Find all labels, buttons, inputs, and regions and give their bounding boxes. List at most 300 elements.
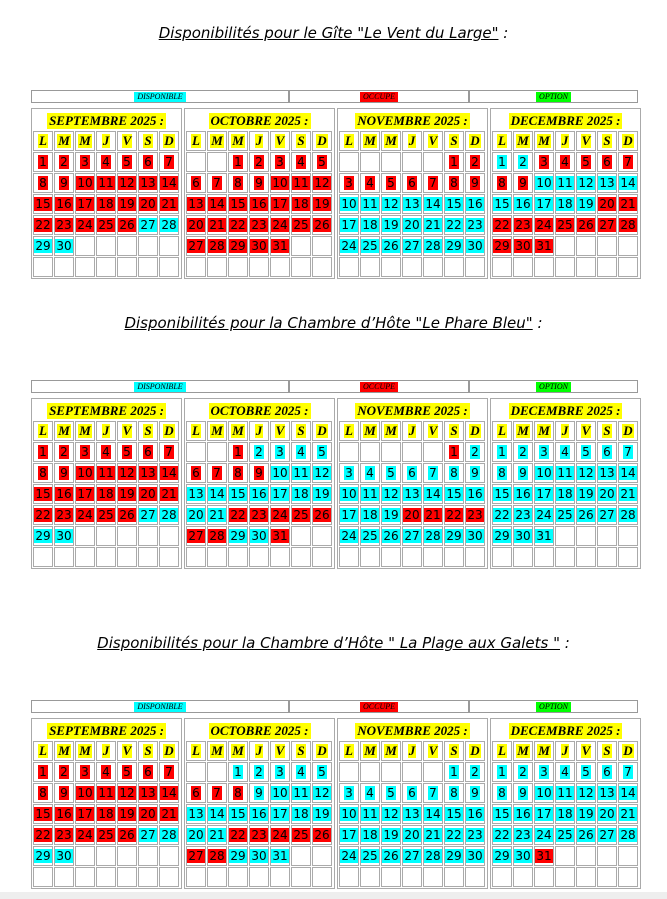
day-cell-available[interactable] (138, 825, 158, 845)
day-cell-available[interactable] (492, 505, 512, 525)
day-cell-available[interactable] (312, 783, 332, 803)
day-cell-occupied[interactable] (444, 442, 464, 462)
day-cell-available[interactable] (576, 783, 596, 803)
day-cell-available[interactable] (534, 825, 554, 845)
day-cell-occupied[interactable] (291, 825, 311, 845)
day-cell-occupied[interactable] (96, 152, 116, 172)
day-cell-available[interactable] (444, 236, 464, 256)
day-cell-occupied[interactable] (618, 194, 638, 214)
day-cell-available[interactable] (249, 846, 269, 866)
day-cell-available[interactable] (513, 442, 533, 462)
day-cell-available[interactable] (465, 463, 485, 483)
day-cell-available[interactable] (339, 236, 359, 256)
day-cell-occupied[interactable] (402, 505, 422, 525)
day-cell-available[interactable] (618, 505, 638, 525)
day-cell-occupied[interactable] (249, 505, 269, 525)
day-cell-occupied[interactable] (159, 442, 179, 462)
day-cell-available[interactable] (465, 484, 485, 504)
day-cell-available[interactable] (534, 762, 554, 782)
day-cell-occupied[interactable] (228, 825, 248, 845)
day-cell-occupied[interactable] (513, 173, 533, 193)
day-cell-available[interactable] (360, 463, 380, 483)
day-cell-occupied[interactable] (186, 173, 206, 193)
day-cell-available[interactable] (186, 484, 206, 504)
day-cell-occupied[interactable] (117, 152, 137, 172)
day-cell-available[interactable] (33, 526, 53, 546)
day-cell-available[interactable] (207, 484, 227, 504)
day-cell-available[interactable] (423, 484, 443, 504)
day-cell-available[interactable] (576, 804, 596, 824)
day-cell-available[interactable] (555, 442, 575, 462)
day-cell-available[interactable] (360, 484, 380, 504)
day-cell-available[interactable] (207, 804, 227, 824)
day-cell-occupied[interactable] (138, 463, 158, 483)
day-cell-occupied[interactable] (228, 783, 248, 803)
day-cell-occupied[interactable] (207, 194, 227, 214)
day-cell-available[interactable] (339, 215, 359, 235)
day-cell-available[interactable] (138, 505, 158, 525)
day-cell-occupied[interactable] (555, 215, 575, 235)
day-cell-available[interactable] (312, 463, 332, 483)
day-cell-available[interactable] (54, 526, 74, 546)
day-cell-occupied[interactable] (186, 846, 206, 866)
day-cell-available[interactable] (339, 825, 359, 845)
day-cell-occupied[interactable] (291, 215, 311, 235)
day-cell-occupied[interactable] (312, 173, 332, 193)
day-cell-occupied[interactable] (138, 804, 158, 824)
day-cell-available[interactable] (291, 783, 311, 803)
day-cell-available[interactable] (534, 173, 554, 193)
day-cell-available[interactable] (534, 783, 554, 803)
day-cell-available[interactable] (402, 846, 422, 866)
day-cell-occupied[interactable] (33, 783, 53, 803)
day-cell-occupied[interactable] (138, 194, 158, 214)
day-cell-occupied[interactable] (618, 152, 638, 172)
day-cell-available[interactable] (360, 215, 380, 235)
day-cell-available[interactable] (465, 804, 485, 824)
day-cell-occupied[interactable] (138, 152, 158, 172)
day-cell-available[interactable] (576, 442, 596, 462)
day-cell-available[interactable] (402, 236, 422, 256)
day-cell-available[interactable] (159, 825, 179, 845)
day-cell-occupied[interactable] (96, 215, 116, 235)
day-cell-available[interactable] (402, 783, 422, 803)
day-cell-occupied[interactable] (75, 442, 95, 462)
day-cell-available[interactable] (513, 783, 533, 803)
day-cell-available[interactable] (270, 846, 290, 866)
day-cell-occupied[interactable] (54, 505, 74, 525)
day-cell-occupied[interactable] (117, 194, 137, 214)
day-cell-available[interactable] (618, 463, 638, 483)
day-cell-occupied[interactable] (96, 173, 116, 193)
day-cell-occupied[interactable] (597, 152, 617, 172)
day-cell-available[interactable] (492, 152, 512, 172)
day-cell-occupied[interactable] (75, 215, 95, 235)
day-cell-occupied[interactable] (270, 194, 290, 214)
day-cell-occupied[interactable] (207, 173, 227, 193)
day-cell-occupied[interactable] (534, 846, 554, 866)
day-cell-available[interactable] (381, 783, 401, 803)
day-cell-available[interactable] (444, 825, 464, 845)
day-cell-occupied[interactable] (54, 804, 74, 824)
day-cell-occupied[interactable] (186, 783, 206, 803)
day-cell-available[interactable] (597, 505, 617, 525)
day-cell-available[interactable] (465, 783, 485, 803)
day-cell-occupied[interactable] (423, 505, 443, 525)
day-cell-available[interactable] (492, 846, 512, 866)
day-cell-occupied[interactable] (33, 152, 53, 172)
day-cell-occupied[interactable] (96, 825, 116, 845)
day-cell-available[interactable] (249, 804, 269, 824)
day-cell-available[interactable] (555, 762, 575, 782)
day-cell-available[interactable] (618, 783, 638, 803)
day-cell-occupied[interactable] (270, 236, 290, 256)
day-cell-available[interactable] (576, 173, 596, 193)
day-cell-available[interactable] (492, 825, 512, 845)
day-cell-available[interactable] (249, 484, 269, 504)
day-cell-available[interactable] (33, 846, 53, 866)
day-cell-available[interactable] (228, 804, 248, 824)
day-cell-available[interactable] (555, 783, 575, 803)
day-cell-occupied[interactable] (207, 783, 227, 803)
day-cell-available[interactable] (534, 442, 554, 462)
day-cell-available[interactable] (360, 846, 380, 866)
day-cell-available[interactable] (492, 762, 512, 782)
day-cell-occupied[interactable] (186, 526, 206, 546)
day-cell-occupied[interactable] (75, 804, 95, 824)
day-cell-available[interactable] (402, 215, 422, 235)
day-cell-available[interactable] (534, 804, 554, 824)
day-cell-available[interactable] (270, 783, 290, 803)
day-cell-available[interactable] (291, 442, 311, 462)
day-cell-available[interactable] (534, 484, 554, 504)
day-cell-available[interactable] (465, 194, 485, 214)
day-cell-available[interactable] (465, 215, 485, 235)
day-cell-available[interactable] (249, 783, 269, 803)
day-cell-occupied[interactable] (228, 442, 248, 462)
day-cell-available[interactable] (33, 236, 53, 256)
day-cell-available[interactable] (402, 484, 422, 504)
day-cell-occupied[interactable] (54, 442, 74, 462)
day-cell-occupied[interactable] (381, 173, 401, 193)
day-cell-occupied[interactable] (291, 194, 311, 214)
day-cell-available[interactable] (444, 463, 464, 483)
day-cell-occupied[interactable] (54, 194, 74, 214)
day-cell-occupied[interactable] (312, 194, 332, 214)
day-cell-occupied[interactable] (360, 173, 380, 193)
day-cell-occupied[interactable] (159, 173, 179, 193)
day-cell-occupied[interactable] (33, 484, 53, 504)
day-cell-occupied[interactable] (492, 215, 512, 235)
day-cell-occupied[interactable] (270, 173, 290, 193)
day-cell-occupied[interactable] (33, 804, 53, 824)
day-cell-available[interactable] (186, 505, 206, 525)
day-cell-available[interactable] (228, 846, 248, 866)
day-cell-occupied[interactable] (33, 762, 53, 782)
day-cell-occupied[interactable] (117, 505, 137, 525)
day-cell-available[interactable] (513, 463, 533, 483)
day-cell-occupied[interactable] (159, 194, 179, 214)
day-cell-available[interactable] (159, 505, 179, 525)
day-cell-occupied[interactable] (96, 463, 116, 483)
day-cell-occupied[interactable] (312, 152, 332, 172)
day-cell-available[interactable] (381, 215, 401, 235)
day-cell-available[interactable] (423, 846, 443, 866)
day-cell-occupied[interactable] (54, 173, 74, 193)
day-cell-occupied[interactable] (312, 825, 332, 845)
day-cell-occupied[interactable] (33, 215, 53, 235)
day-cell-occupied[interactable] (96, 442, 116, 462)
day-cell-available[interactable] (513, 152, 533, 172)
day-cell-available[interactable] (597, 825, 617, 845)
day-cell-available[interactable] (54, 236, 74, 256)
day-cell-occupied[interactable] (228, 194, 248, 214)
day-cell-occupied[interactable] (312, 505, 332, 525)
day-cell-occupied[interactable] (492, 173, 512, 193)
day-cell-occupied[interactable] (291, 152, 311, 172)
day-cell-occupied[interactable] (270, 505, 290, 525)
day-cell-available[interactable] (465, 442, 485, 462)
day-cell-available[interactable] (291, 804, 311, 824)
day-cell-occupied[interactable] (207, 215, 227, 235)
day-cell-available[interactable] (555, 484, 575, 504)
day-cell-available[interactable] (576, 825, 596, 845)
day-cell-available[interactable] (555, 825, 575, 845)
day-cell-available[interactable] (159, 215, 179, 235)
day-cell-available[interactable] (597, 484, 617, 504)
day-cell-occupied[interactable] (117, 484, 137, 504)
day-cell-available[interactable] (228, 762, 248, 782)
day-cell-occupied[interactable] (534, 152, 554, 172)
day-cell-occupied[interactable] (138, 762, 158, 782)
day-cell-available[interactable] (339, 484, 359, 504)
day-cell-occupied[interactable] (249, 825, 269, 845)
day-cell-available[interactable] (492, 804, 512, 824)
day-cell-occupied[interactable] (33, 173, 53, 193)
day-cell-occupied[interactable] (249, 463, 269, 483)
day-cell-available[interactable] (513, 762, 533, 782)
day-cell-occupied[interactable] (54, 825, 74, 845)
day-cell-occupied[interactable] (33, 505, 53, 525)
day-cell-occupied[interactable] (117, 762, 137, 782)
day-cell-available[interactable] (555, 173, 575, 193)
day-cell-available[interactable] (465, 825, 485, 845)
day-cell-available[interactable] (360, 825, 380, 845)
day-cell-available[interactable] (597, 173, 617, 193)
day-cell-occupied[interactable] (444, 173, 464, 193)
day-cell-available[interactable] (339, 194, 359, 214)
day-cell-available[interactable] (270, 762, 290, 782)
day-cell-available[interactable] (597, 463, 617, 483)
day-cell-occupied[interactable] (207, 526, 227, 546)
day-cell-available[interactable] (576, 194, 596, 214)
day-cell-available[interactable] (360, 783, 380, 803)
day-cell-occupied[interactable] (75, 825, 95, 845)
day-cell-available[interactable] (597, 762, 617, 782)
day-cell-available[interactable] (465, 236, 485, 256)
day-cell-available[interactable] (291, 762, 311, 782)
day-cell-available[interactable] (597, 804, 617, 824)
day-cell-occupied[interactable] (96, 505, 116, 525)
day-cell-occupied[interactable] (33, 825, 53, 845)
day-cell-available[interactable] (402, 526, 422, 546)
day-cell-available[interactable] (423, 194, 443, 214)
day-cell-occupied[interactable] (228, 236, 248, 256)
day-cell-available[interactable] (597, 783, 617, 803)
day-cell-available[interactable] (513, 804, 533, 824)
day-cell-available[interactable] (381, 825, 401, 845)
day-cell-available[interactable] (312, 442, 332, 462)
day-cell-available[interactable] (249, 762, 269, 782)
day-cell-available[interactable] (423, 825, 443, 845)
day-cell-available[interactable] (465, 526, 485, 546)
day-cell-available[interactable] (492, 463, 512, 483)
day-cell-available[interactable] (228, 484, 248, 504)
day-cell-occupied[interactable] (228, 173, 248, 193)
day-cell-available[interactable] (444, 846, 464, 866)
day-cell-available[interactable] (339, 804, 359, 824)
day-cell-occupied[interactable] (270, 526, 290, 546)
day-cell-available[interactable] (513, 194, 533, 214)
day-cell-available[interactable] (618, 484, 638, 504)
day-cell-available[interactable] (402, 194, 422, 214)
day-cell-available[interactable] (186, 804, 206, 824)
day-cell-occupied[interactable] (117, 825, 137, 845)
day-cell-available[interactable] (312, 804, 332, 824)
day-cell-available[interactable] (444, 215, 464, 235)
day-cell-available[interactable] (492, 194, 512, 214)
day-cell-occupied[interactable] (339, 173, 359, 193)
day-cell-available[interactable] (312, 484, 332, 504)
day-cell-available[interactable] (618, 442, 638, 462)
day-cell-occupied[interactable] (270, 215, 290, 235)
day-cell-available[interactable] (444, 194, 464, 214)
day-cell-available[interactable] (360, 236, 380, 256)
day-cell-occupied[interactable] (465, 505, 485, 525)
day-cell-available[interactable] (444, 804, 464, 824)
day-cell-occupied[interactable] (228, 215, 248, 235)
day-cell-occupied[interactable] (444, 505, 464, 525)
day-cell-available[interactable] (339, 526, 359, 546)
day-cell-occupied[interactable] (207, 463, 227, 483)
day-cell-available[interactable] (534, 463, 554, 483)
day-cell-occupied[interactable] (534, 215, 554, 235)
day-cell-occupied[interactable] (117, 804, 137, 824)
day-cell-available[interactable] (381, 846, 401, 866)
day-cell-occupied[interactable] (75, 762, 95, 782)
day-cell-available[interactable] (291, 463, 311, 483)
day-cell-available[interactable] (576, 463, 596, 483)
day-cell-available[interactable] (207, 505, 227, 525)
day-cell-occupied[interactable] (534, 236, 554, 256)
day-cell-available[interactable] (555, 804, 575, 824)
day-cell-occupied[interactable] (138, 173, 158, 193)
day-cell-occupied[interactable] (75, 783, 95, 803)
day-cell-occupied[interactable] (117, 173, 137, 193)
day-cell-available[interactable] (423, 236, 443, 256)
day-cell-available[interactable] (207, 825, 227, 845)
day-cell-available[interactable] (249, 442, 269, 462)
day-cell-available[interactable] (270, 442, 290, 462)
day-cell-available[interactable] (339, 783, 359, 803)
day-cell-available[interactable] (492, 526, 512, 546)
day-cell-occupied[interactable] (159, 484, 179, 504)
day-cell-available[interactable] (444, 484, 464, 504)
day-cell-occupied[interactable] (138, 484, 158, 504)
day-cell-available[interactable] (270, 463, 290, 483)
day-cell-occupied[interactable] (465, 173, 485, 193)
day-cell-available[interactable] (534, 194, 554, 214)
day-cell-occupied[interactable] (54, 463, 74, 483)
day-cell-available[interactable] (291, 484, 311, 504)
day-cell-occupied[interactable] (75, 484, 95, 504)
day-cell-occupied[interactable] (423, 173, 443, 193)
day-cell-occupied[interactable] (54, 762, 74, 782)
day-cell-available[interactable] (534, 526, 554, 546)
day-cell-occupied[interactable] (96, 804, 116, 824)
day-cell-occupied[interactable] (96, 783, 116, 803)
day-cell-occupied[interactable] (270, 152, 290, 172)
day-cell-available[interactable] (555, 463, 575, 483)
day-cell-available[interactable] (513, 505, 533, 525)
day-cell-occupied[interactable] (576, 152, 596, 172)
day-cell-available[interactable] (513, 846, 533, 866)
day-cell-available[interactable] (381, 526, 401, 546)
day-cell-available[interactable] (423, 804, 443, 824)
day-cell-available[interactable] (492, 783, 512, 803)
day-cell-occupied[interactable] (618, 215, 638, 235)
day-cell-available[interactable] (381, 484, 401, 504)
day-cell-occupied[interactable] (576, 215, 596, 235)
day-cell-occupied[interactable] (96, 484, 116, 504)
day-cell-occupied[interactable] (159, 783, 179, 803)
day-cell-occupied[interactable] (138, 783, 158, 803)
day-cell-available[interactable] (402, 825, 422, 845)
day-cell-occupied[interactable] (249, 152, 269, 172)
day-cell-available[interactable] (444, 783, 464, 803)
day-cell-available[interactable] (381, 236, 401, 256)
day-cell-available[interactable] (381, 463, 401, 483)
day-cell-occupied[interactable] (159, 762, 179, 782)
day-cell-available[interactable] (360, 194, 380, 214)
day-cell-occupied[interactable] (54, 783, 74, 803)
day-cell-occupied[interactable] (513, 236, 533, 256)
day-cell-occupied[interactable] (117, 442, 137, 462)
day-cell-available[interactable] (381, 804, 401, 824)
day-cell-occupied[interactable] (555, 152, 575, 172)
day-cell-available[interactable] (534, 505, 554, 525)
day-cell-available[interactable] (597, 442, 617, 462)
day-cell-occupied[interactable] (186, 463, 206, 483)
day-cell-occupied[interactable] (291, 173, 311, 193)
day-cell-occupied[interactable] (96, 762, 116, 782)
day-cell-occupied[interactable] (402, 173, 422, 193)
day-cell-occupied[interactable] (54, 152, 74, 172)
day-cell-available[interactable] (402, 804, 422, 824)
day-cell-available[interactable] (618, 804, 638, 824)
day-cell-available[interactable] (465, 846, 485, 866)
day-cell-available[interactable] (360, 526, 380, 546)
day-cell-available[interactable] (423, 526, 443, 546)
day-cell-occupied[interactable] (117, 215, 137, 235)
day-cell-occupied[interactable] (312, 215, 332, 235)
day-cell-available[interactable] (444, 526, 464, 546)
day-cell-occupied[interactable] (75, 463, 95, 483)
day-cell-occupied[interactable] (249, 236, 269, 256)
day-cell-occupied[interactable] (186, 215, 206, 235)
day-cell-available[interactable] (423, 215, 443, 235)
day-cell-occupied[interactable] (597, 215, 617, 235)
